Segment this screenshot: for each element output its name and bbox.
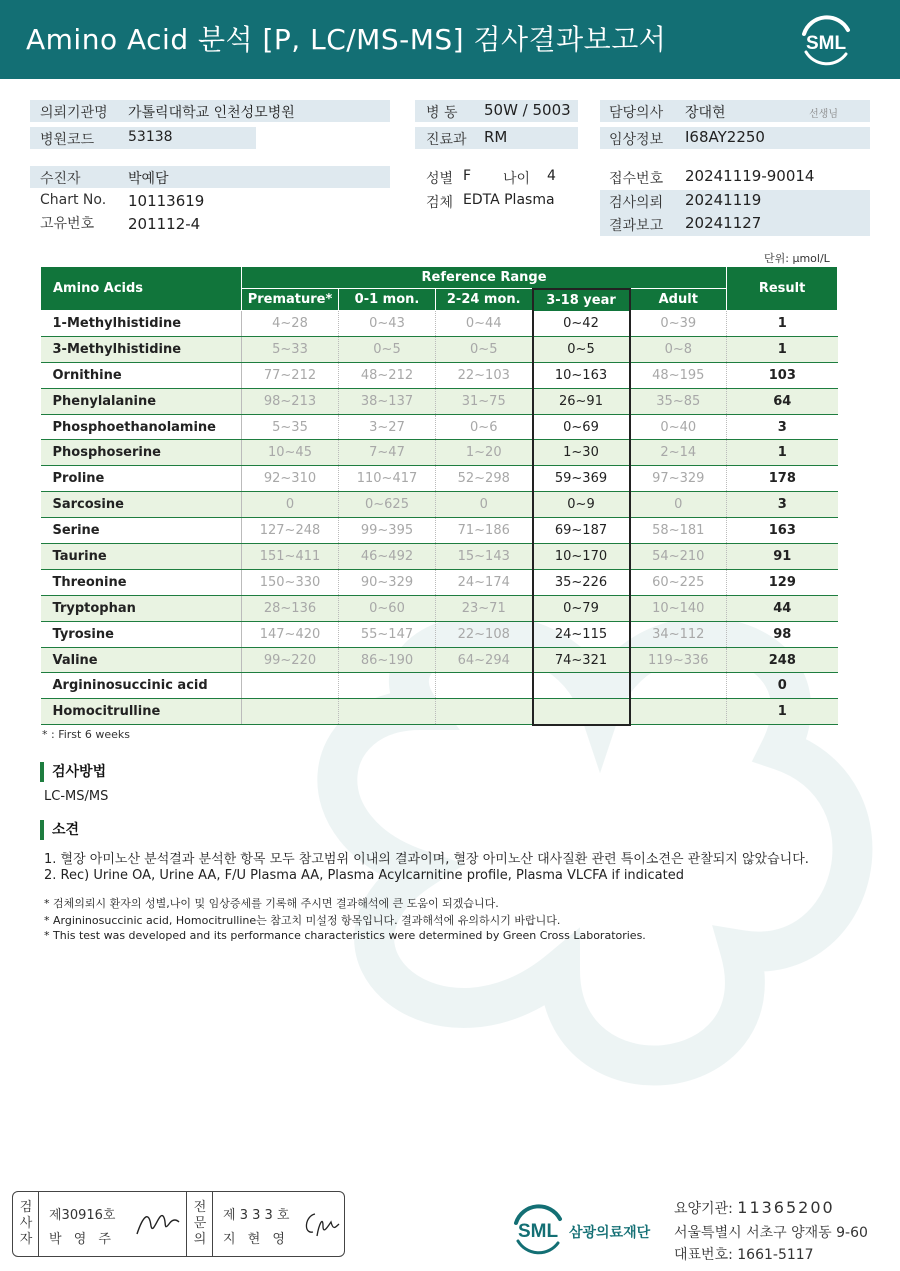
- report-title: Amino Acid 분석 [P, LC/MS-MS] 검사결과보고서: [26, 23, 667, 56]
- amino-acid-name: Serine: [41, 518, 242, 544]
- table-row: [41, 440, 838, 466]
- specialist-name: 지 현 영: [223, 1232, 289, 1247]
- table-row: [41, 647, 838, 673]
- amino-acid-name: Ornithine: [41, 362, 242, 388]
- reference-range-cell: 110~417: [339, 466, 436, 492]
- reference-range-cell: 26~91: [533, 388, 630, 414]
- reference-range-cell: 90~329: [339, 569, 436, 595]
- result-cell: 103: [727, 362, 838, 388]
- table-row: [41, 336, 838, 362]
- signature-cell-1: [39, 1192, 187, 1256]
- amino-acid-name: Phenylalanine: [41, 388, 242, 414]
- col-header-reference-range: Reference Range: [242, 267, 727, 289]
- col-header-result: Result: [727, 267, 838, 311]
- reference-range-cell: 0~79: [533, 595, 630, 621]
- sml-logo-text: SML: [805, 33, 847, 54]
- reference-range-cell: 54~210: [630, 544, 727, 570]
- note-line-1: * 검체의뢰시 환자의 성별,나이 및 임상증세를 기록해 주시면 결과해석에 큰 도움이 되겠습니다.: [44, 897, 499, 910]
- reference-range-cell: 24~115: [533, 621, 630, 647]
- reference-range-cell: 10~45: [242, 440, 339, 466]
- reference-range-cell: 98~213: [242, 388, 339, 414]
- sml-logo-icon: [796, 12, 856, 68]
- reception-label: 접수번호: [609, 171, 664, 187]
- ref-col-header: 2-24 mon.: [436, 289, 533, 311]
- reference-range-cell: [630, 673, 727, 699]
- ref-col-header: 3-18 year: [533, 289, 630, 311]
- hospital-code-label: 병원코드: [40, 132, 95, 148]
- reference-range-cell: 0~44: [436, 311, 533, 337]
- table-row: [41, 492, 838, 518]
- reference-range-cell: 5~33: [242, 336, 339, 362]
- specialist-signature-icon: [301, 1208, 341, 1240]
- institution-value: 가톨릭대학교 인천성모병원: [128, 105, 295, 121]
- doctor-value: 장대현: [685, 105, 726, 121]
- reference-range-cell: [242, 673, 339, 699]
- sex-label: 성별: [426, 171, 454, 187]
- amino-acid-name: Sarcosine: [41, 492, 242, 518]
- result-cell: 98: [727, 621, 838, 647]
- result-cell: 248: [727, 647, 838, 673]
- reference-range-cell: 0~9: [533, 492, 630, 518]
- reference-range-cell: 4~28: [242, 311, 339, 337]
- reference-range-cell: 48~212: [339, 362, 436, 388]
- result-cell: 0: [727, 673, 838, 699]
- table-row: [41, 673, 838, 699]
- examiner-label: 검 사 자: [19, 1200, 33, 1247]
- footer-code: 11365200: [737, 1198, 835, 1217]
- unique-value: 201112-4: [128, 215, 201, 233]
- sex-value: F: [463, 168, 472, 184]
- reference-range-cell: 97~329: [630, 466, 727, 492]
- footer-sml-logo-icon: [508, 1201, 568, 1257]
- patient-label: 수진자: [40, 171, 81, 187]
- reference-range-cell: 10~163: [533, 362, 630, 388]
- reference-range-cell: 0~42: [533, 311, 630, 337]
- result-cell: 1: [727, 699, 838, 725]
- reference-range-cell: 0~40: [630, 414, 727, 440]
- amino-acid-name: Tryptophan: [41, 595, 242, 621]
- signature-cell-label-2: [187, 1192, 213, 1256]
- reference-range-cell: 24~174: [436, 569, 533, 595]
- reference-range-cell: 35~226: [533, 569, 630, 595]
- age-label: 나이: [503, 171, 531, 187]
- amino-acid-name: Tyrosine: [41, 621, 242, 647]
- reference-range-cell: 0~5: [436, 336, 533, 362]
- reference-range-cell: 92~310: [242, 466, 339, 492]
- reference-range-cell: 52~298: [436, 466, 533, 492]
- result-cell: 1: [727, 311, 838, 337]
- table-row: [41, 414, 838, 440]
- table-row: [41, 569, 838, 595]
- reference-range-cell: 0~6: [436, 414, 533, 440]
- amino-acid-name: Argininosuccinic acid: [41, 673, 242, 699]
- patient-value: 박예담: [128, 171, 169, 187]
- reference-range-cell: 10~140: [630, 595, 727, 621]
- reference-range-cell: 59~369: [533, 466, 630, 492]
- reference-range-cell: 60~225: [630, 569, 727, 595]
- dept-label: 진료과: [426, 132, 467, 148]
- reference-range-cell: 0: [436, 492, 533, 518]
- reference-range-cell: 147~420: [242, 621, 339, 647]
- table-row: [41, 466, 838, 492]
- specialist-no: 제 3 3 3 호: [223, 1208, 290, 1223]
- specialist-label: 전 문 의: [193, 1200, 207, 1247]
- reference-range-cell: 0~69: [533, 414, 630, 440]
- reference-range-cell: 58~181: [630, 518, 727, 544]
- result-cell: 3: [727, 492, 838, 518]
- ward-value: 50W / 5003: [484, 101, 571, 119]
- reference-range-cell: [533, 673, 630, 699]
- table-row: [41, 362, 838, 388]
- reference-range-cell: 0~8: [630, 336, 727, 362]
- amino-acid-name: 1-Methylhistidine: [41, 311, 242, 337]
- amino-acid-name: Valine: [41, 647, 242, 673]
- reference-range-cell: 0~60: [339, 595, 436, 621]
- method-text: LC-MS/MS: [44, 789, 109, 804]
- report-value: 20241127: [685, 214, 762, 232]
- reference-range-cell: 31~75: [436, 388, 533, 414]
- reference-range-cell: 99~220: [242, 647, 339, 673]
- reference-range-cell: 71~186: [436, 518, 533, 544]
- reference-range-cell: 2~14: [630, 440, 727, 466]
- report-label: 결과보고: [609, 218, 664, 234]
- footer-logo-text: SML: [517, 1221, 559, 1242]
- signature-cell-label-1: [13, 1192, 39, 1256]
- note-line-2: * Argininosuccinic acid, Homocitrulline는 참고치 미설정 항목입니다. 결과해석에 유의하시기 바랍니다.: [44, 914, 561, 927]
- reference-range-cell: [436, 673, 533, 699]
- table-row: [41, 388, 838, 414]
- amino-acid-name: Phosphoethanolamine: [41, 414, 242, 440]
- comments-title: 소견: [40, 820, 79, 840]
- request-value: 20241119: [685, 191, 762, 209]
- reference-range-cell: 86~190: [339, 647, 436, 673]
- reference-range-cell: [339, 673, 436, 699]
- reference-range-cell: 0~39: [630, 311, 727, 337]
- amino-acid-name: Homocitrulline: [41, 699, 242, 725]
- doctor-label: 담당의사: [609, 105, 664, 121]
- reference-range-cell: 119~336: [630, 647, 727, 673]
- reference-range-cell: 5~35: [242, 414, 339, 440]
- result-cell: 64: [727, 388, 838, 414]
- reference-range-cell: 35~85: [630, 388, 727, 414]
- signature-cell-2: [213, 1192, 344, 1256]
- institution-label: 의뢰기관명: [40, 105, 108, 121]
- table-row: [41, 518, 838, 544]
- footer-code-label: 요양기관:: [674, 1201, 738, 1217]
- reference-range-cell: 15~143: [436, 544, 533, 570]
- amino-acid-name: Threonine: [41, 569, 242, 595]
- reference-range-cell: 0~5: [339, 336, 436, 362]
- table-row: [41, 621, 838, 647]
- specimen-label: 검체: [426, 195, 454, 211]
- reference-range-cell: 3~27: [339, 414, 436, 440]
- amino-acid-name: Phosphoserine: [41, 440, 242, 466]
- reference-range-cell: 46~492: [339, 544, 436, 570]
- reference-range-cell: 77~212: [242, 362, 339, 388]
- amino-acid-name: Taurine: [41, 544, 242, 570]
- unit-label: 단위: μmol/L: [764, 252, 830, 265]
- reference-range-cell: 99~395: [339, 518, 436, 544]
- hospital-code-value: 53138: [128, 129, 173, 145]
- reference-range-cell: [436, 699, 533, 725]
- table-footnote: * : First 6 weeks: [42, 728, 130, 741]
- reference-range-cell: 55~147: [339, 621, 436, 647]
- comment-line-1: 1. 혈장 아미노산 분석결과 분석한 항목 모두 참고범위 이내의 결과이며, 혈장 아미노산 대사질환 관련 특이소견은 관찰되지 않았습니다.: [44, 852, 809, 867]
- reference-range-cell: 74~321: [533, 647, 630, 673]
- ref-col-header: 0-1 mon.: [339, 289, 436, 311]
- result-cell: 91: [727, 544, 838, 570]
- reference-range-cell: 0: [242, 492, 339, 518]
- footer-code-line: [674, 1198, 835, 1218]
- result-cell: 3: [727, 414, 838, 440]
- reference-range-cell: [533, 699, 630, 725]
- footer-phone-line: [674, 1244, 814, 1264]
- result-cell: 163: [727, 518, 838, 544]
- reference-range-cell: [339, 699, 436, 725]
- reference-range-cell: 48~195: [630, 362, 727, 388]
- signature-box: [12, 1191, 345, 1257]
- reference-range-cell: 7~47: [339, 440, 436, 466]
- age-value: 4: [547, 168, 556, 184]
- reference-range-cell: 28~136: [242, 595, 339, 621]
- report-header: [0, 0, 900, 79]
- reference-range-cell: 0: [630, 492, 727, 518]
- reference-range-cell: 1~30: [533, 440, 630, 466]
- reference-range-cell: 1~20: [436, 440, 533, 466]
- reference-range-cell: 10~170: [533, 544, 630, 570]
- chart-value: 10113619: [128, 192, 205, 210]
- examiner-signature-icon: [133, 1206, 181, 1240]
- reference-range-cell: 0~625: [339, 492, 436, 518]
- reference-range-cell: 64~294: [436, 647, 533, 673]
- dept-value: RM: [484, 128, 508, 146]
- method-title: 검사방법: [40, 762, 106, 782]
- comment-line-2: 2. Rec) Urine OA, Urine AA, F/U Plasma AA, Plasma Acylcarnitine profile, Plasma VLCFA if indicated: [44, 868, 684, 883]
- result-cell: 178: [727, 466, 838, 492]
- request-label: 검사의뢰: [609, 195, 664, 211]
- clinical-label: 임상정보: [609, 132, 664, 148]
- amino-acid-table: [40, 266, 838, 726]
- specimen-value: EDTA Plasma: [463, 192, 555, 208]
- info-bar-patient: [30, 166, 390, 188]
- unique-label: 고유번호: [40, 216, 95, 232]
- result-cell: 44: [727, 595, 838, 621]
- result-cell: 1: [727, 440, 838, 466]
- reference-range-cell: [630, 699, 727, 725]
- result-cell: 129: [727, 569, 838, 595]
- table-row: [41, 699, 838, 725]
- reference-range-cell: 22~103: [436, 362, 533, 388]
- doctor-suffix: 선생님: [809, 109, 838, 120]
- reference-range-cell: 127~248: [242, 518, 339, 544]
- reference-range-cell: 23~71: [436, 595, 533, 621]
- reference-range-cell: 0~5: [533, 336, 630, 362]
- reference-range-cell: 151~411: [242, 544, 339, 570]
- table-row: [41, 544, 838, 570]
- table-row: [41, 311, 838, 337]
- reference-range-cell: 150~330: [242, 569, 339, 595]
- amino-acid-name: Proline: [41, 466, 242, 492]
- footer-phone: 1661-5117: [737, 1247, 814, 1263]
- ref-col-header: Premature*: [242, 289, 339, 311]
- clinical-value: I68AY2250: [685, 128, 765, 146]
- ward-label: 병 동: [426, 105, 458, 121]
- examiner-no: 제30916호: [49, 1208, 116, 1223]
- footer-org-name: 삼광의료재단: [569, 1225, 651, 1241]
- table-row: [41, 595, 838, 621]
- chart-label: Chart No.: [40, 192, 107, 208]
- reference-range-cell: [242, 699, 339, 725]
- col-header-amino-acids: Amino Acids: [41, 267, 242, 311]
- amino-acid-name: 3-Methylhistidine: [41, 336, 242, 362]
- reference-range-cell: 38~137: [339, 388, 436, 414]
- reception-value: 20241119-90014: [685, 167, 815, 185]
- examiner-name: 박 영 주: [49, 1232, 115, 1247]
- reference-range-cell: 0~43: [339, 311, 436, 337]
- footer-address: 서울특별시 서초구 양재동 9-60: [674, 1225, 868, 1241]
- result-cell: 1: [727, 336, 838, 362]
- footer-phone-label: 대표번호:: [674, 1247, 738, 1263]
- reference-range-cell: 69~187: [533, 518, 630, 544]
- ref-col-header: Adult: [630, 289, 727, 311]
- note-line-3: * This test was developed and its performance characteristics were determined by Green Cross Laboratories.: [44, 929, 646, 942]
- reference-range-cell: 34~112: [630, 621, 727, 647]
- reference-range-cell: 22~108: [436, 621, 533, 647]
